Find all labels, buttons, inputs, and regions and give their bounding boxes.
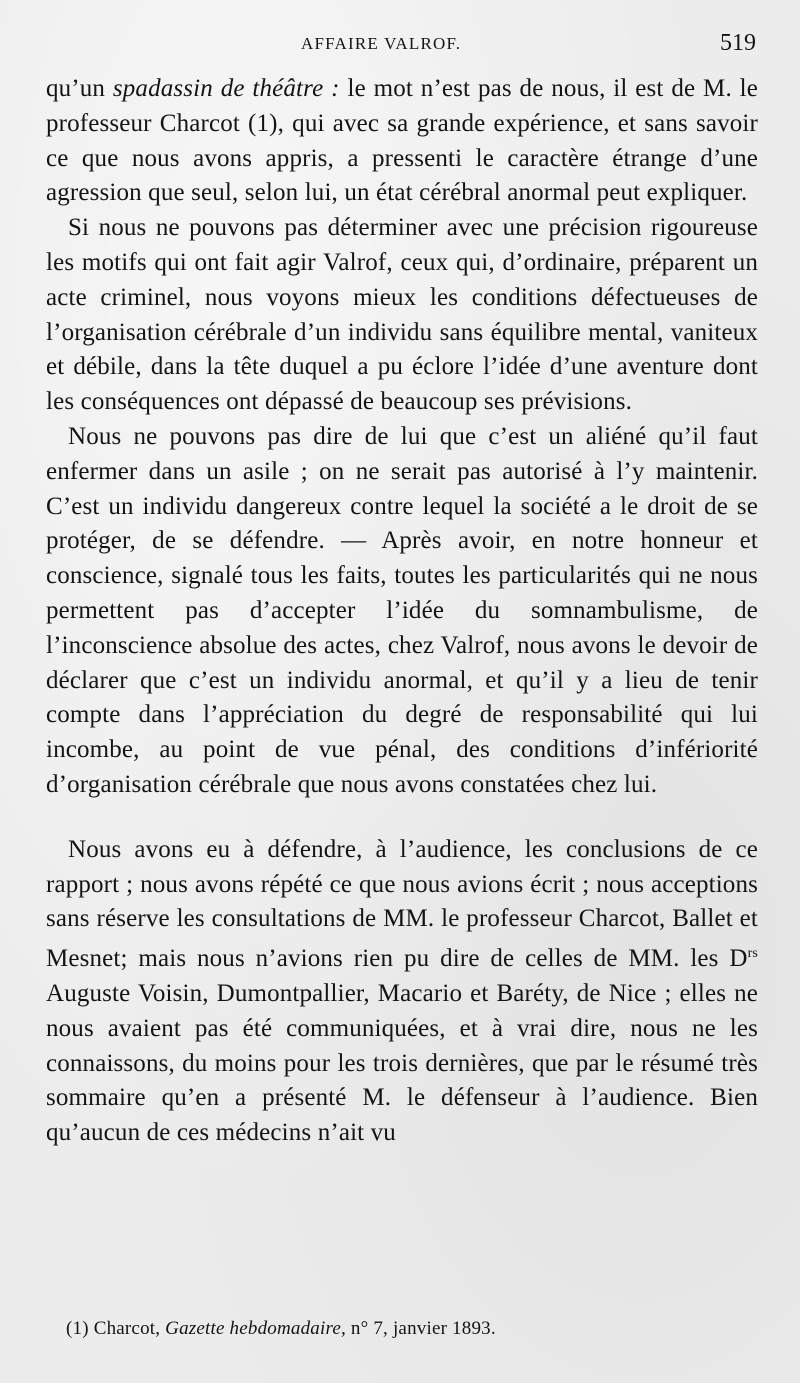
paragraph-4	[46, 833, 758, 1151]
paragraph-1-italic: spadassin de théâtre :	[112, 75, 340, 102]
paragraph-1-rest: le mot n’est pas de nous, il est de M. le professeur Charcot (1), qui avec sa grande expérience, et sans savoir ce que nous avons appris, a pressenti le caractère étrange d’une agression que seul, selon lui, un état cérébral anormal peut expliquer.	[46, 75, 758, 207]
footnote-start: (1) Charcot,	[66, 1318, 166, 1339]
page-number: 519	[720, 30, 756, 56]
footnote-rest: n° 7, janvier 1893.	[345, 1318, 496, 1339]
paragraph-3: Nous ne pouvons pas dire de lui que c’est un aliéné qu’il faut enfermer dans un asile ; on ne serait pas autorisé à l’y maintenir. C’est un individu dangereux contre lequel la société a le droit de se protéger, de se défendre. — Après avoir, en notre honneur et conscience, signalé tous les faits, toutes les particularités qui ne nous permettent pas d’accepter l’idée du somnambulisme, de l’inconscience absolue des actes, chez Valrof, nous avons le devoir de déclarer que c’est un individu anormal, et qu’il y a lieu de tenir compte dans l’appréciation du degré de responsabilité qui lui incombe, au point de vue pénal, des conditions d’infériorité d’organisation cérébrale que nous avons constatées chez lui.	[46, 422, 758, 798]
footnote	[66, 1318, 496, 1340]
paragraph-4-rest: Auguste Voisin, Dumontpallier, Macario et Baréty, de Nice ; elles ne nous avaient pas été communiquées, et à vrai dire, nous ne les connaissons, du moins pour les trois dernières, que par le résumé très sommaire qu’en a présenté M. le défenseur à l’audience. Bien qu’aucun de ces médecins n’ait vu	[46, 979, 758, 1147]
paragraph-1-start: qu’un	[46, 75, 113, 102]
paragraph-2: Si nous ne pouvons pas déterminer avec une précision rigoureuse les motifs qui ont fait agir Valrof, ceux qui, d’ordinaire, préparent un acte criminel, nous voyons mieux les conditions défectueuses de l’organisation cérébrale d’un individu sans équilibre mental, vaniteux et débile, dans la tête duquel a pu éclore l’idée d’une aventure dont les conséquences ont dépassé de beaucoup ses prévisions.	[46, 214, 758, 416]
paragraph-4-start: Nous avons eu à défendre, à l’audience, les conclusions de ce rapport ; nous avons répété ce que nous avions écrit ; nous acceptions sans réserve les consultations de MM. le professeur Charcot, Ballet et Mesnet; mais nous n’avions rien pu dire de celles de MM. les D	[46, 835, 758, 973]
body-text	[46, 72, 758, 1151]
running-title: AFFAIRE VALROF.	[301, 34, 462, 53]
page-header	[46, 32, 756, 62]
paragraph-4-superscript: rs	[747, 946, 758, 962]
footnote-italic: Gazette hebdomadaire,	[165, 1318, 346, 1339]
paragraph-1	[46, 72, 758, 211]
